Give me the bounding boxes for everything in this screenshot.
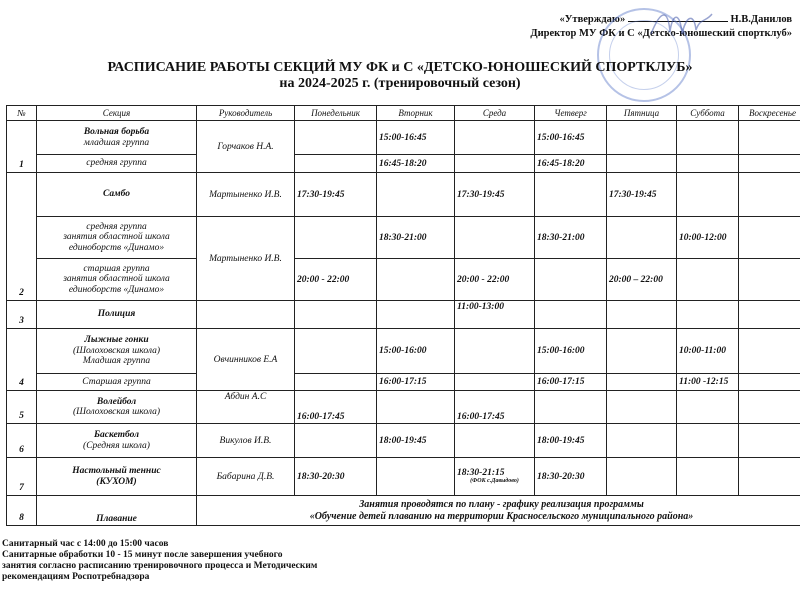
approver-name: Н.В.Данилов [730,14,792,25]
schedule-cell [739,329,800,374]
header-monday: Понедельник [295,106,377,121]
header-wednesday: Среда [455,106,535,121]
schedule-cell [739,391,800,424]
section-note: занятия областной школа [63,232,170,243]
approval-prefix: «Утверждаю» [559,14,626,25]
document-title [40,60,760,92]
schedule-cell [677,391,739,424]
time-cell: 18:30-21:00 [535,217,607,259]
time-cell: 15:00-16:00 [535,329,607,374]
section-cell [37,259,197,301]
section-group: Старшая группа [37,374,197,391]
title-line-2: на 2024-2025 г. (тренировочный сезон) [279,76,521,91]
leader-cell: Мартыненко И.В. [197,173,295,217]
schedule-cell [455,329,535,374]
schedule-cell [607,217,677,259]
schedule-cell [739,458,800,496]
row-number: 6 [7,424,37,458]
section-group: младшая группа [83,137,150,148]
section-cell [37,424,197,458]
schedule-cell [377,301,455,329]
schedule-cell [677,155,739,173]
section-venue: (КУХОМ) [96,476,137,487]
time-cell: 18:30-20:30 [295,458,377,496]
time-cell: 15:00-16:00 [377,329,455,374]
row-number: 5 [7,391,37,424]
section-venue: (Шолоховская школа) [72,345,161,356]
section-cell [37,301,197,329]
section-name: Вольная борьба [83,127,150,137]
schedule-cell [607,458,677,496]
table-row [7,424,800,458]
time-cell: 15:00-16:45 [535,121,607,155]
header-section: Секция [37,106,197,121]
section-name: Самбо [102,189,131,200]
row-number: 8 [7,496,37,526]
table-row [7,121,800,155]
leader-cell: Овчинников Е.А [197,329,295,391]
section-name: Полиция [97,309,136,320]
leader-cell: Бабарина Д.В. [197,458,295,496]
section-cell [37,173,197,217]
time-cell: 18:00-19:45 [535,424,607,458]
schedule-cell [739,424,800,458]
schedule-cell [677,173,739,217]
section-cell [37,329,197,374]
schedule-table [6,105,800,526]
schedule-cell [535,391,607,424]
section-cell [37,496,197,526]
header-saturday: Суббота [677,106,739,121]
venue-note: (ФОК с.Давыдово) [470,478,519,484]
approver-position: Директор МУ ФК и С «Детско-юношеский спортклуб» [530,28,792,39]
schedule-cell [607,155,677,173]
schedule-cell [677,259,739,301]
schedule-cell [295,155,377,173]
section-group: средняя группа [86,221,147,232]
schedule-cell [295,329,377,374]
schedule-cell [455,155,535,173]
time-cell: 11:00 -12:15 [677,374,739,391]
section-venue: (Средняя школа) [83,440,150,451]
header-thursday: Четверг [535,106,607,121]
section-name: Баскетбол [93,430,140,440]
header-num: № [7,106,37,121]
table-row [7,496,800,526]
schedule-cell [739,301,800,329]
time-cell: 20:00 - 22:00 [455,259,535,301]
time-cell: 16:45-18:20 [377,155,455,173]
schedule-cell [455,121,535,155]
schedule-cell [377,391,455,424]
schedule-cell [677,458,739,496]
leader-cell: Мартыненко И.В. [197,217,295,301]
schedule-cell [535,301,607,329]
schedule-cell [295,374,377,391]
section-cell [37,458,197,496]
row-number: 2 [7,173,37,301]
table-row [7,391,800,424]
schedule-cell [739,173,800,217]
schedule-cell [607,121,677,155]
schedule-cell [677,301,739,329]
schedule-cell [739,217,800,259]
time-cell: 10:00-11:00 [677,329,739,374]
handwritten-signature [646,4,716,44]
section-name: Плавание [96,513,137,524]
section-name: Волейбол [96,396,137,407]
footer-line-2: Санитарные обработки 10 - 15 минут после завершения учебного [2,550,283,560]
schedule-cell [295,121,377,155]
schedule-cell [455,217,535,259]
header-tuesday: Вторник [377,106,455,121]
row-number: 7 [7,458,37,496]
leader-cell: Викулов И.В. [197,424,295,458]
leader-cell [197,301,295,329]
section-group: Младшая группа [82,356,151,367]
schedule-cell [377,173,455,217]
row-number: 3 [7,301,37,329]
table-row [7,259,800,301]
schedule-cell [377,458,455,496]
schedule-cell [607,391,677,424]
section-note: занятия областной школа [63,274,170,285]
time-cell: 11:00-13:00 [455,301,535,329]
schedule-cell [739,259,800,301]
header-friday: Пятница [607,106,677,121]
table-row [7,173,800,217]
row-number: 1 [7,121,37,173]
time-cell [455,458,535,496]
header-row [7,106,800,121]
schedule-cell [535,173,607,217]
schedule-cell [677,424,739,458]
header-sunday: Воскресенье [739,106,800,121]
footer-notes [2,539,602,583]
time-cell: 16:00-17:45 [295,391,377,424]
schedule-cell [607,424,677,458]
footer-line-1: Санитарный час с 14:00 до 15:00 часов [2,539,169,549]
title-line-1: РАСПИСАНИЕ РАБОТЫ СЕКЦИЙ МУ ФК и С «ДЕТСКО-ЮНОШЕСКИЙ СПОРТКЛУБ» [107,60,693,75]
time-cell: 20:00 – 22:00 [607,259,677,301]
schedule-cell [295,217,377,259]
time-cell: 16:00-17:15 [377,374,455,391]
row-number: 4 [7,329,37,391]
schedule-cell [607,329,677,374]
section-name: Настольный теннис [72,466,161,476]
time-cell: 17:30-19:45 [455,173,535,217]
time-cell: 18:30-20:30 [535,458,607,496]
time-cell: 17:30-19:45 [607,173,677,217]
section-cell [37,217,197,259]
schedule-cell [377,259,455,301]
time-cell: 16:45-18:20 [535,155,607,173]
table-row [7,458,800,496]
time-value: 18:30-21:15 [457,468,505,478]
schedule-cell [739,121,800,155]
time-cell: 15:00-16:45 [377,121,455,155]
schedule-cell [739,155,800,173]
leader-cell: Абдин А.С [197,391,295,424]
note-line-1: Занятия проводятся по плану - графику реализация программы [359,498,644,510]
time-cell: 18:00-19:45 [377,424,455,458]
time-cell: 18:30-21:00 [377,217,455,259]
time-cell: 20:00 - 22:00 [295,259,377,301]
section-group: старшая группа [83,263,150,274]
schedule-cell [677,121,739,155]
section-venue: (Шолоховская школа) [72,407,161,417]
schedule-cell [455,374,535,391]
time-cell: 16:00-17:45 [455,391,535,424]
section-note: единоборств «Динамо» [68,242,165,253]
table-row [7,374,800,391]
section-cell [37,121,197,155]
section-cell [37,391,197,424]
time-cell: 16:00-17:15 [535,374,607,391]
schedule-cell [607,301,677,329]
section-group: средняя группа [37,155,197,173]
table-row [7,329,800,374]
table-row [7,155,800,173]
time-cell: 10:00-12:00 [677,217,739,259]
schedule-cell [295,424,377,458]
schedule-cell [607,374,677,391]
schedule-cell [455,424,535,458]
schedule-cell [295,301,377,329]
footer-line-3: занятия согласно расписанию тренировочного процесса и Методическим [2,561,318,571]
footer-line-4: рекомендациям Роспотребнадзора [2,572,150,582]
table-row [7,301,800,329]
section-name: Лыжные гонки [84,335,149,346]
section-note: единоборств «Динамо» [68,284,165,295]
note-line-2: «Обучение детей плаванию на территории Красносельского муниципального района» [309,510,694,522]
schedule-cell [535,259,607,301]
header-leader: Руководитель [197,106,295,121]
leader-cell: Горчаков Н.А. [197,121,295,173]
time-cell: 17:30-19:45 [295,173,377,217]
table-row [7,217,800,259]
schedule-cell [739,374,800,391]
swimming-note [197,496,800,526]
